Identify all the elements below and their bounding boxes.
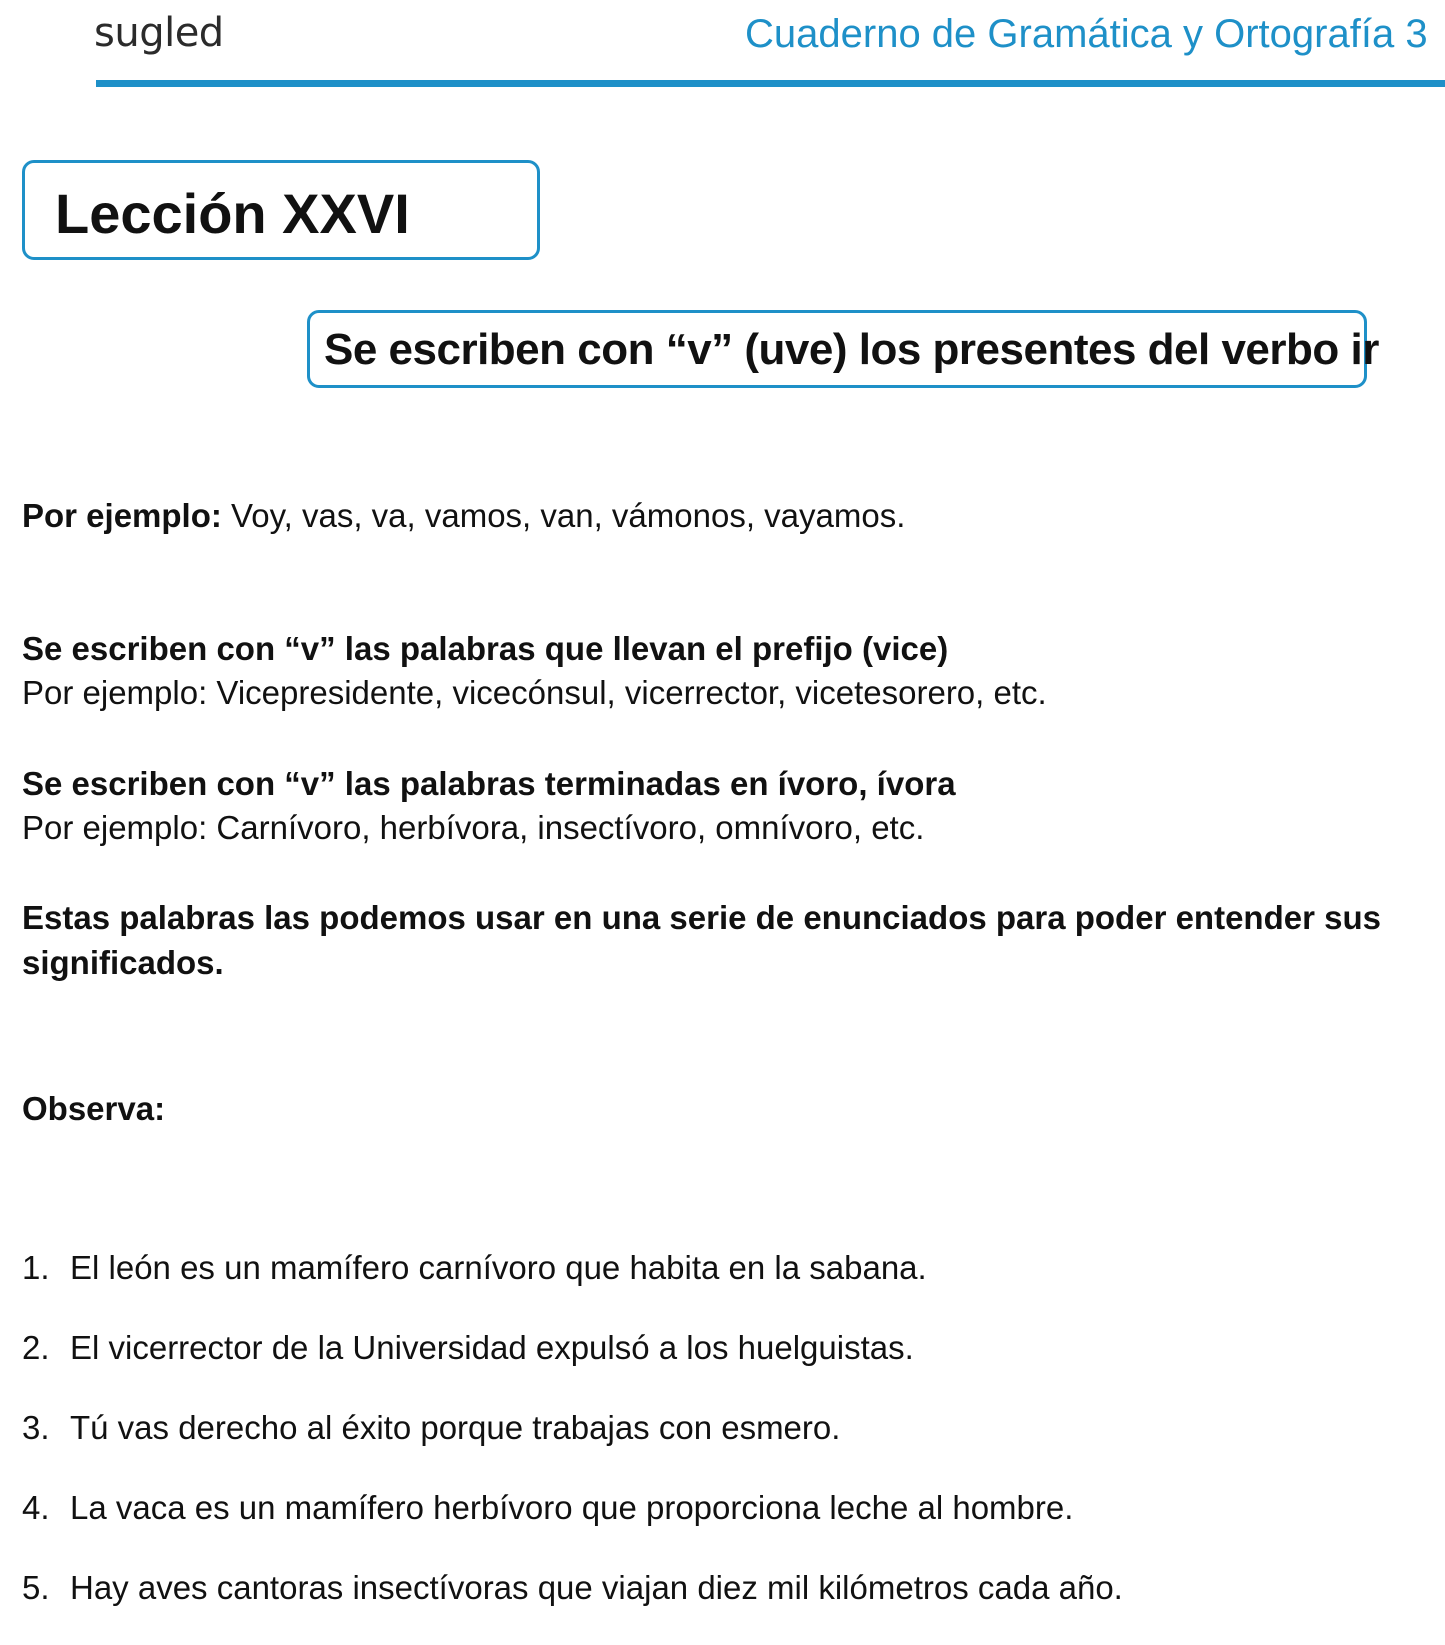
list-item-text: El vicerrector de la Universidad expulsó a los huelguistas.	[70, 1329, 914, 1366]
list-item-text: El león es un mamífero carnívoro que habita en la sabana.	[70, 1249, 927, 1286]
rule-heading: Se escriben con “v” (uve) los presentes del verbo ir	[324, 325, 1379, 374]
rule2-example: Por ejemplo: Vicepresidente, vicecónsul, vicerrector, vicetesorero, etc.	[22, 674, 1047, 711]
lesson-title-box	[22, 160, 540, 260]
rule2-heading: Se escriben con “v” las palabras que llevan el prefijo (vice)	[22, 630, 949, 667]
header-rule	[96, 80, 1445, 87]
list-item	[22, 1565, 1123, 1645]
list-item-number: 1.	[22, 1249, 50, 1286]
example-paragraph	[22, 493, 905, 538]
list-item-text: Hay aves cantoras insectívoras que viajan diez mil kilómetros cada año.	[70, 1569, 1123, 1606]
lesson-title: Lección XXVI	[55, 182, 410, 245]
rule-heading-box	[307, 310, 1379, 388]
list-item	[22, 1405, 1123, 1485]
list-item-number: 2.	[22, 1329, 50, 1366]
example-sentences-list	[22, 1245, 1123, 1645]
list-item-number: 4.	[22, 1489, 50, 1526]
list-item-text: Tú vas derecho al éxito porque trabajas con esmero.	[70, 1409, 841, 1446]
list-item	[22, 1325, 1123, 1405]
example-label: Por ejemplo:	[22, 497, 222, 534]
list-item-number: 5.	[22, 1569, 50, 1606]
list-item-text: La vaca es un mamífero herbívoro que proporciona leche al hombre.	[70, 1489, 1074, 1526]
list-item-number: 3.	[22, 1409, 50, 1446]
publisher-logo: sugled	[94, 10, 224, 56]
list-item	[22, 1485, 1123, 1565]
usage-note: Estas palabras las podemos usar en una serie de enunciados para poder entender sus significados.	[22, 899, 1381, 981]
example-text: Voy, vas, va, vamos, van, vámonos, vayamos.	[221, 497, 906, 534]
rule3-heading: Se escriben con “v” las palabras terminadas en ívoro, ívora	[22, 765, 956, 802]
rule3-example: Por ejemplo: Carnívoro, herbívora, insectívoro, omnívoro, etc.	[22, 809, 925, 846]
list-item	[22, 1245, 1123, 1325]
book-title: Cuaderno de Gramática y Ortografía 3	[745, 12, 1428, 56]
observe-label: Observa:	[22, 1090, 166, 1127]
